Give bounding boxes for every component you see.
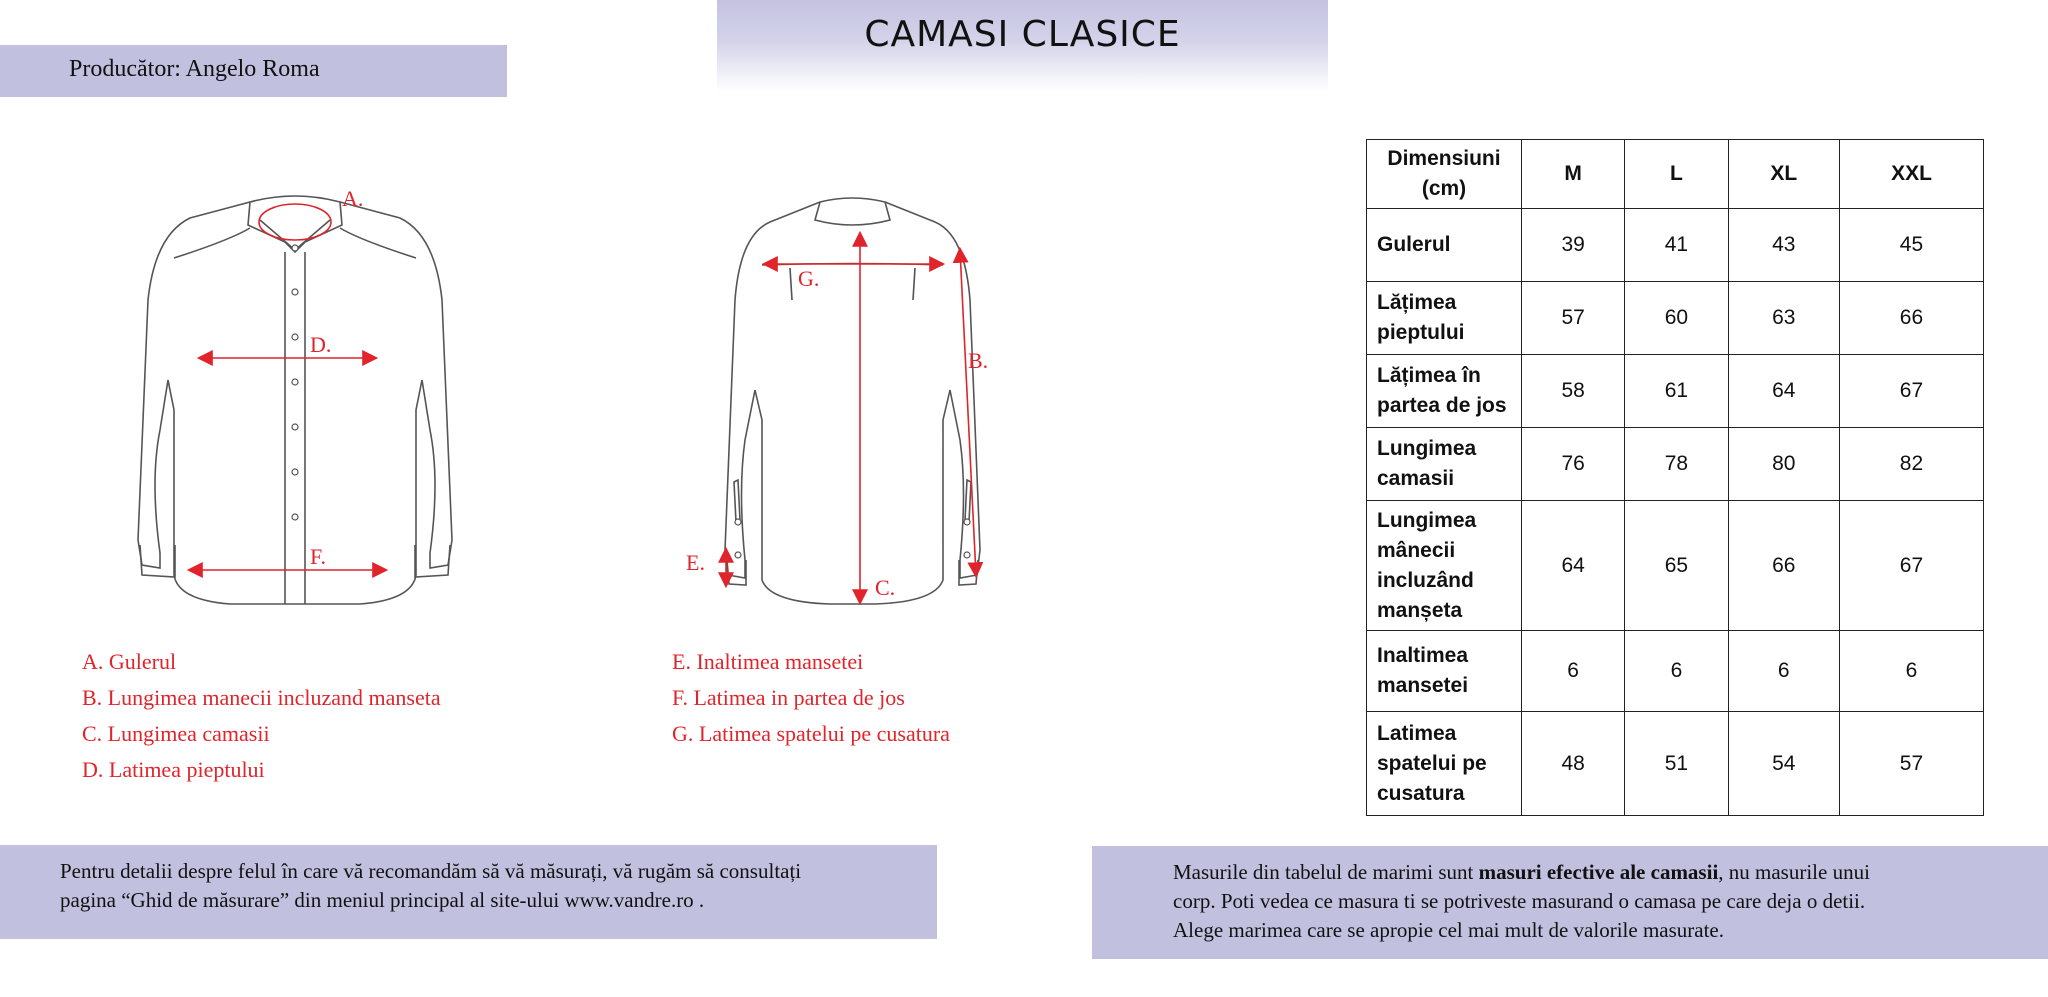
table-cell: 6 <box>1625 631 1728 712</box>
row-label: Inaltimea mansetei <box>1367 631 1522 712</box>
table-row <box>1367 209 1984 282</box>
note-line: pagina “Ghid de măsurare” din meniul principal al site-ului www.vandre.ro . <box>60 888 705 912</box>
table-cell: 80 <box>1728 428 1839 501</box>
table-cell: 65 <box>1625 501 1728 631</box>
table-cell: 48 <box>1522 712 1625 816</box>
size-table <box>1366 139 1984 816</box>
table-row <box>1367 631 1984 712</box>
table-cell: 64 <box>1522 501 1625 631</box>
table-header-cell: Dimensiuni (cm) <box>1367 140 1522 209</box>
table-row <box>1367 355 1984 428</box>
table-cell: 6 <box>1522 631 1625 712</box>
table-cell: 57 <box>1839 712 1983 816</box>
row-label: Gulerul <box>1367 209 1522 282</box>
table-cell: 41 <box>1625 209 1728 282</box>
table-cell: 66 <box>1839 282 1983 355</box>
table-row <box>1367 712 1984 816</box>
shirt-front-diagram <box>130 180 460 620</box>
measuring-guide-note <box>0 845 937 939</box>
legend-right <box>672 644 950 752</box>
legend-item: G. Latimea spatelui pe cusatura <box>672 721 950 746</box>
note-line: Alege marimea care se apropie cel mai mult de valorile masurate. <box>1173 918 1724 942</box>
table-cell: 66 <box>1728 501 1839 631</box>
legend-item: E. Inaltimea mansetei <box>672 649 864 674</box>
note-emphasis: masuri efective ale camasii <box>1478 860 1719 884</box>
label-f: F. <box>310 544 326 569</box>
note-line <box>1173 858 1870 887</box>
shirt-back-diagram <box>680 190 1020 620</box>
label-e: E. <box>686 550 705 575</box>
row-label: Lățimea în partea de jos <box>1367 355 1522 428</box>
table-cell: 78 <box>1625 428 1728 501</box>
note-text <box>1173 858 1870 945</box>
legend-left <box>82 644 441 788</box>
row-label: Lungimea camasii <box>1367 428 1522 501</box>
table-cell: 39 <box>1522 209 1625 282</box>
table-row <box>1367 282 1984 355</box>
legend-item: D. Latimea pieptului <box>82 757 265 782</box>
row-label: Latimea spatelui pe cusatura <box>1367 712 1522 816</box>
note-text <box>60 857 801 915</box>
table-cell: 61 <box>1625 355 1728 428</box>
table-row <box>1367 501 1984 631</box>
row-label: Lungimea mânecii incluzând manșeta <box>1367 501 1522 631</box>
legend-item: A. Gulerul <box>82 649 177 674</box>
table-cell: 45 <box>1839 209 1983 282</box>
table-cell: 6 <box>1728 631 1839 712</box>
label-a: A. <box>342 186 364 211</box>
table-cell: 58 <box>1522 355 1625 428</box>
title-banner <box>717 0 1328 92</box>
table-cell: 67 <box>1839 355 1983 428</box>
legend-item: C. Lungimea camasii <box>82 721 270 746</box>
table-header-row <box>1367 140 1984 209</box>
table-cell: 57 <box>1522 282 1625 355</box>
table-header-cell: XXL <box>1839 140 1983 209</box>
legend-item: F. Latimea in partea de jos <box>672 685 905 710</box>
producer-label: Producător: Angelo Roma <box>69 56 320 82</box>
note-line: Pentru detalii despre felul în care vă recomandăm să vă măsurați, vă rugăm să consultați <box>60 859 802 883</box>
table-header-cell: L <box>1625 140 1728 209</box>
table-cell: 82 <box>1839 428 1983 501</box>
legend-item: B. Lungimea manecii incluzand manseta <box>82 685 441 710</box>
note-fragment: , nu masurile unui <box>1718 860 1870 884</box>
table-header-cell: XL <box>1728 140 1839 209</box>
row-label: Lățimea pieptului <box>1367 282 1522 355</box>
table-cell: 54 <box>1728 712 1839 816</box>
note-line: corp. Poti vedea ce masura ti se potriveste masurand o camasa pe care deja o detii. <box>1173 889 1866 913</box>
page-title: CAMASI CLASICE <box>864 14 1181 55</box>
label-b: B. <box>968 348 989 373</box>
label-c: C. <box>875 575 896 600</box>
table-cell: 76 <box>1522 428 1625 501</box>
table-cell: 60 <box>1625 282 1728 355</box>
table-cell: 43 <box>1728 209 1839 282</box>
producer-banner <box>0 45 507 97</box>
size-info-note <box>1092 846 2048 959</box>
table-cell: 67 <box>1839 501 1983 631</box>
table-header-cell: M <box>1522 140 1625 209</box>
note-fragment: Masurile din tabelul de marimi sunt <box>1173 860 1479 884</box>
table-cell: 6 <box>1839 631 1983 712</box>
table-cell: 51 <box>1625 712 1728 816</box>
label-g: G. <box>798 266 820 291</box>
table-cell: 64 <box>1728 355 1839 428</box>
table-row <box>1367 428 1984 501</box>
table-cell: 63 <box>1728 282 1839 355</box>
label-d: D. <box>310 332 332 357</box>
